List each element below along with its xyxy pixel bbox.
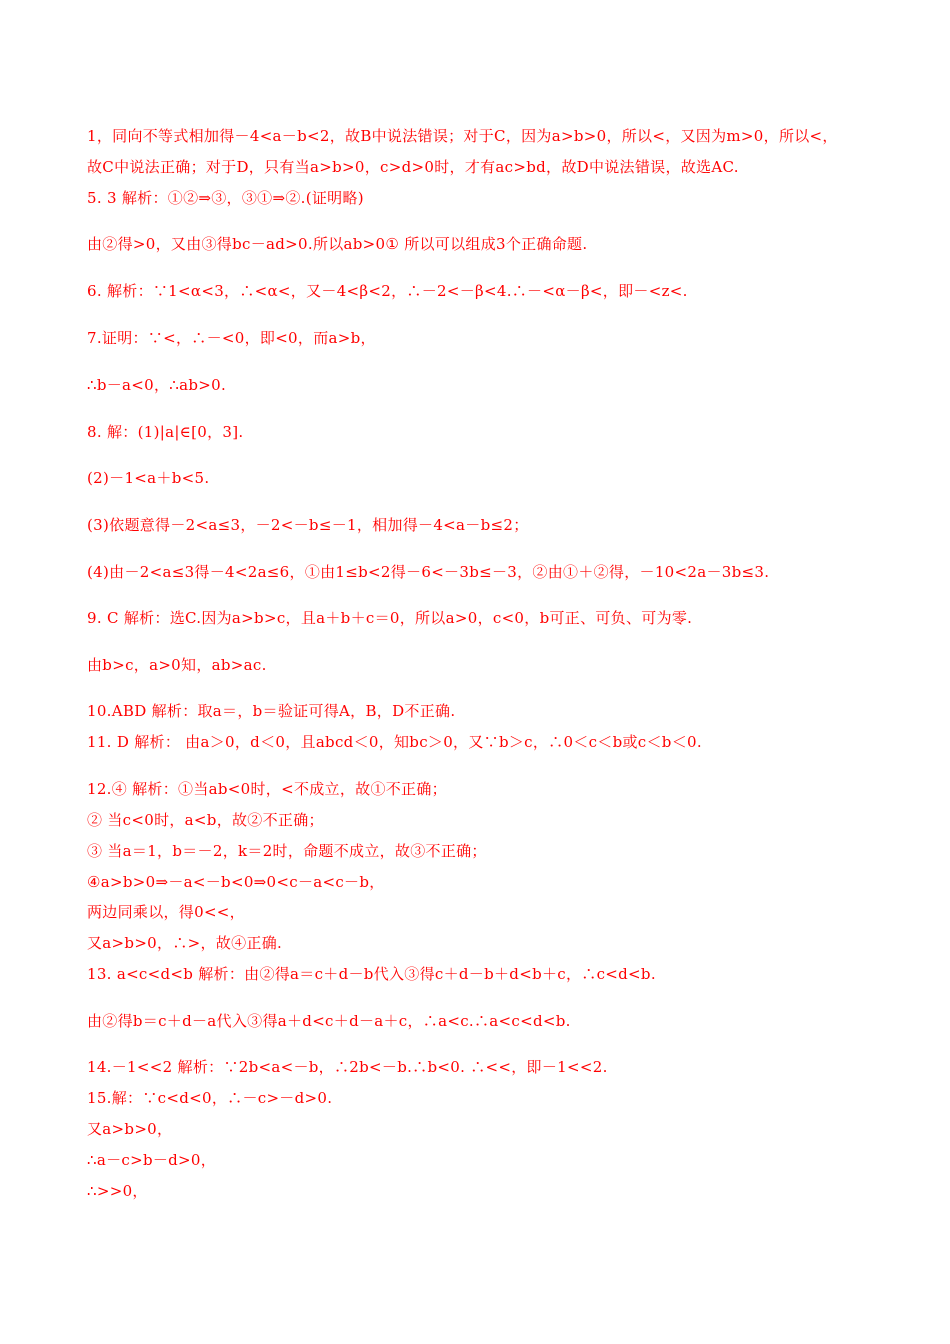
text-line: 又a>b>0，∴>，故④正确. [87,934,283,952]
text-line: 故C中说法正确；对于D，只有当a>b>0，c>d>0时，才有ac>bd，故D中说法错误，故选AC. [87,158,739,176]
text-line: 10.ABD 解析：取a＝，b＝验证可得A，B，D不正确. [87,702,456,720]
text-line: 8. 解：(1)|a|∈[0，3]. [87,423,244,441]
text-line: 14.－1<<2 解析：∵2b<a<－b，∴2b<－b.∴b<0. ∴<<，即－1<<2. [87,1058,608,1076]
text-line: ∴>>0， [87,1182,148,1200]
text-line: 15.解：∵c<d<0，∴－c>－d>0. [87,1089,333,1107]
text-line: (4)由－2<a≤3得－4<2a≤6，①由1≤b<2得－6<－3b≤－3，②由①＋②得，－10<2a－3b≤3. [87,563,770,581]
text-line: 1，同向不等式相加得－4<a－b<2，故B中说法错误；对于C，因为a>b>0，所以<，又因为m>0，所以<， [87,127,838,145]
text-line: 由b>c，a>0知，ab>ac. [87,656,267,674]
text-line: 9. C 解析：选C.因为a>b>c，且a＋b＋c＝0，所以a>0，c<0，b可正、可负、可为零. [87,609,693,627]
text-line: 两边同乘以，得0<<， [87,903,245,921]
text-line: 6. 解析：∵1<α<3，∴<α<，又－4<β<2，∴－2<－β<4.∴－<α－β<，即－<z<. [87,282,688,300]
text-line: 11. D 解析： 由a＞0，d＜0，且abcd＜0，知bc＞0，又∵b＞c，∴0＜c＜b或c＜b＜0. [87,733,702,751]
text-line: ④a>b>0⇒－a<－b<0⇒0<c－a<c－b， [87,873,385,891]
text-line: 由②得>0，又由③得bc－ad>0.所以ab>0① 所以可以组成3个正确命题. [87,235,588,253]
text-line: 12.④ 解析：①当ab<0时，<不成立，故①不正确； [87,780,447,798]
text-line: 又a>b>0， [87,1120,173,1138]
text-line: ∴a－c>b－d>0， [87,1151,217,1169]
text-line: 7.证明：∵<，∴－<0，即<0，而a>b， [87,329,376,347]
text-line: 由②得b＝c＋d－a代入③得a＋d<c＋d－a＋c，∴a<c.∴a<c<d<b. [87,1012,571,1030]
text-line: ∴b－a<0，∴ab>0. [87,376,227,394]
text-line: 5. 3 解析：①②⇒③，③①⇒②.(证明略) [87,189,364,207]
text-line: (3)依题意得－2<a≤3，－2<－b≤－1，相加得－4<a－b≤2； [87,516,529,534]
text-line: ② 当c<0时，a<b，故②不正确； [87,811,324,829]
text-line: ③ 当a＝1，b＝－2，k＝2时，命题不成立，故③不正确； [87,842,487,860]
text-line: 13. a<c<d<b 解析：由②得a＝c＋d－b代入③得c＋d－b＋d<b＋c，∴c<d<b. [87,965,656,983]
text-line: (2)－1<a＋b<5. [87,469,210,487]
